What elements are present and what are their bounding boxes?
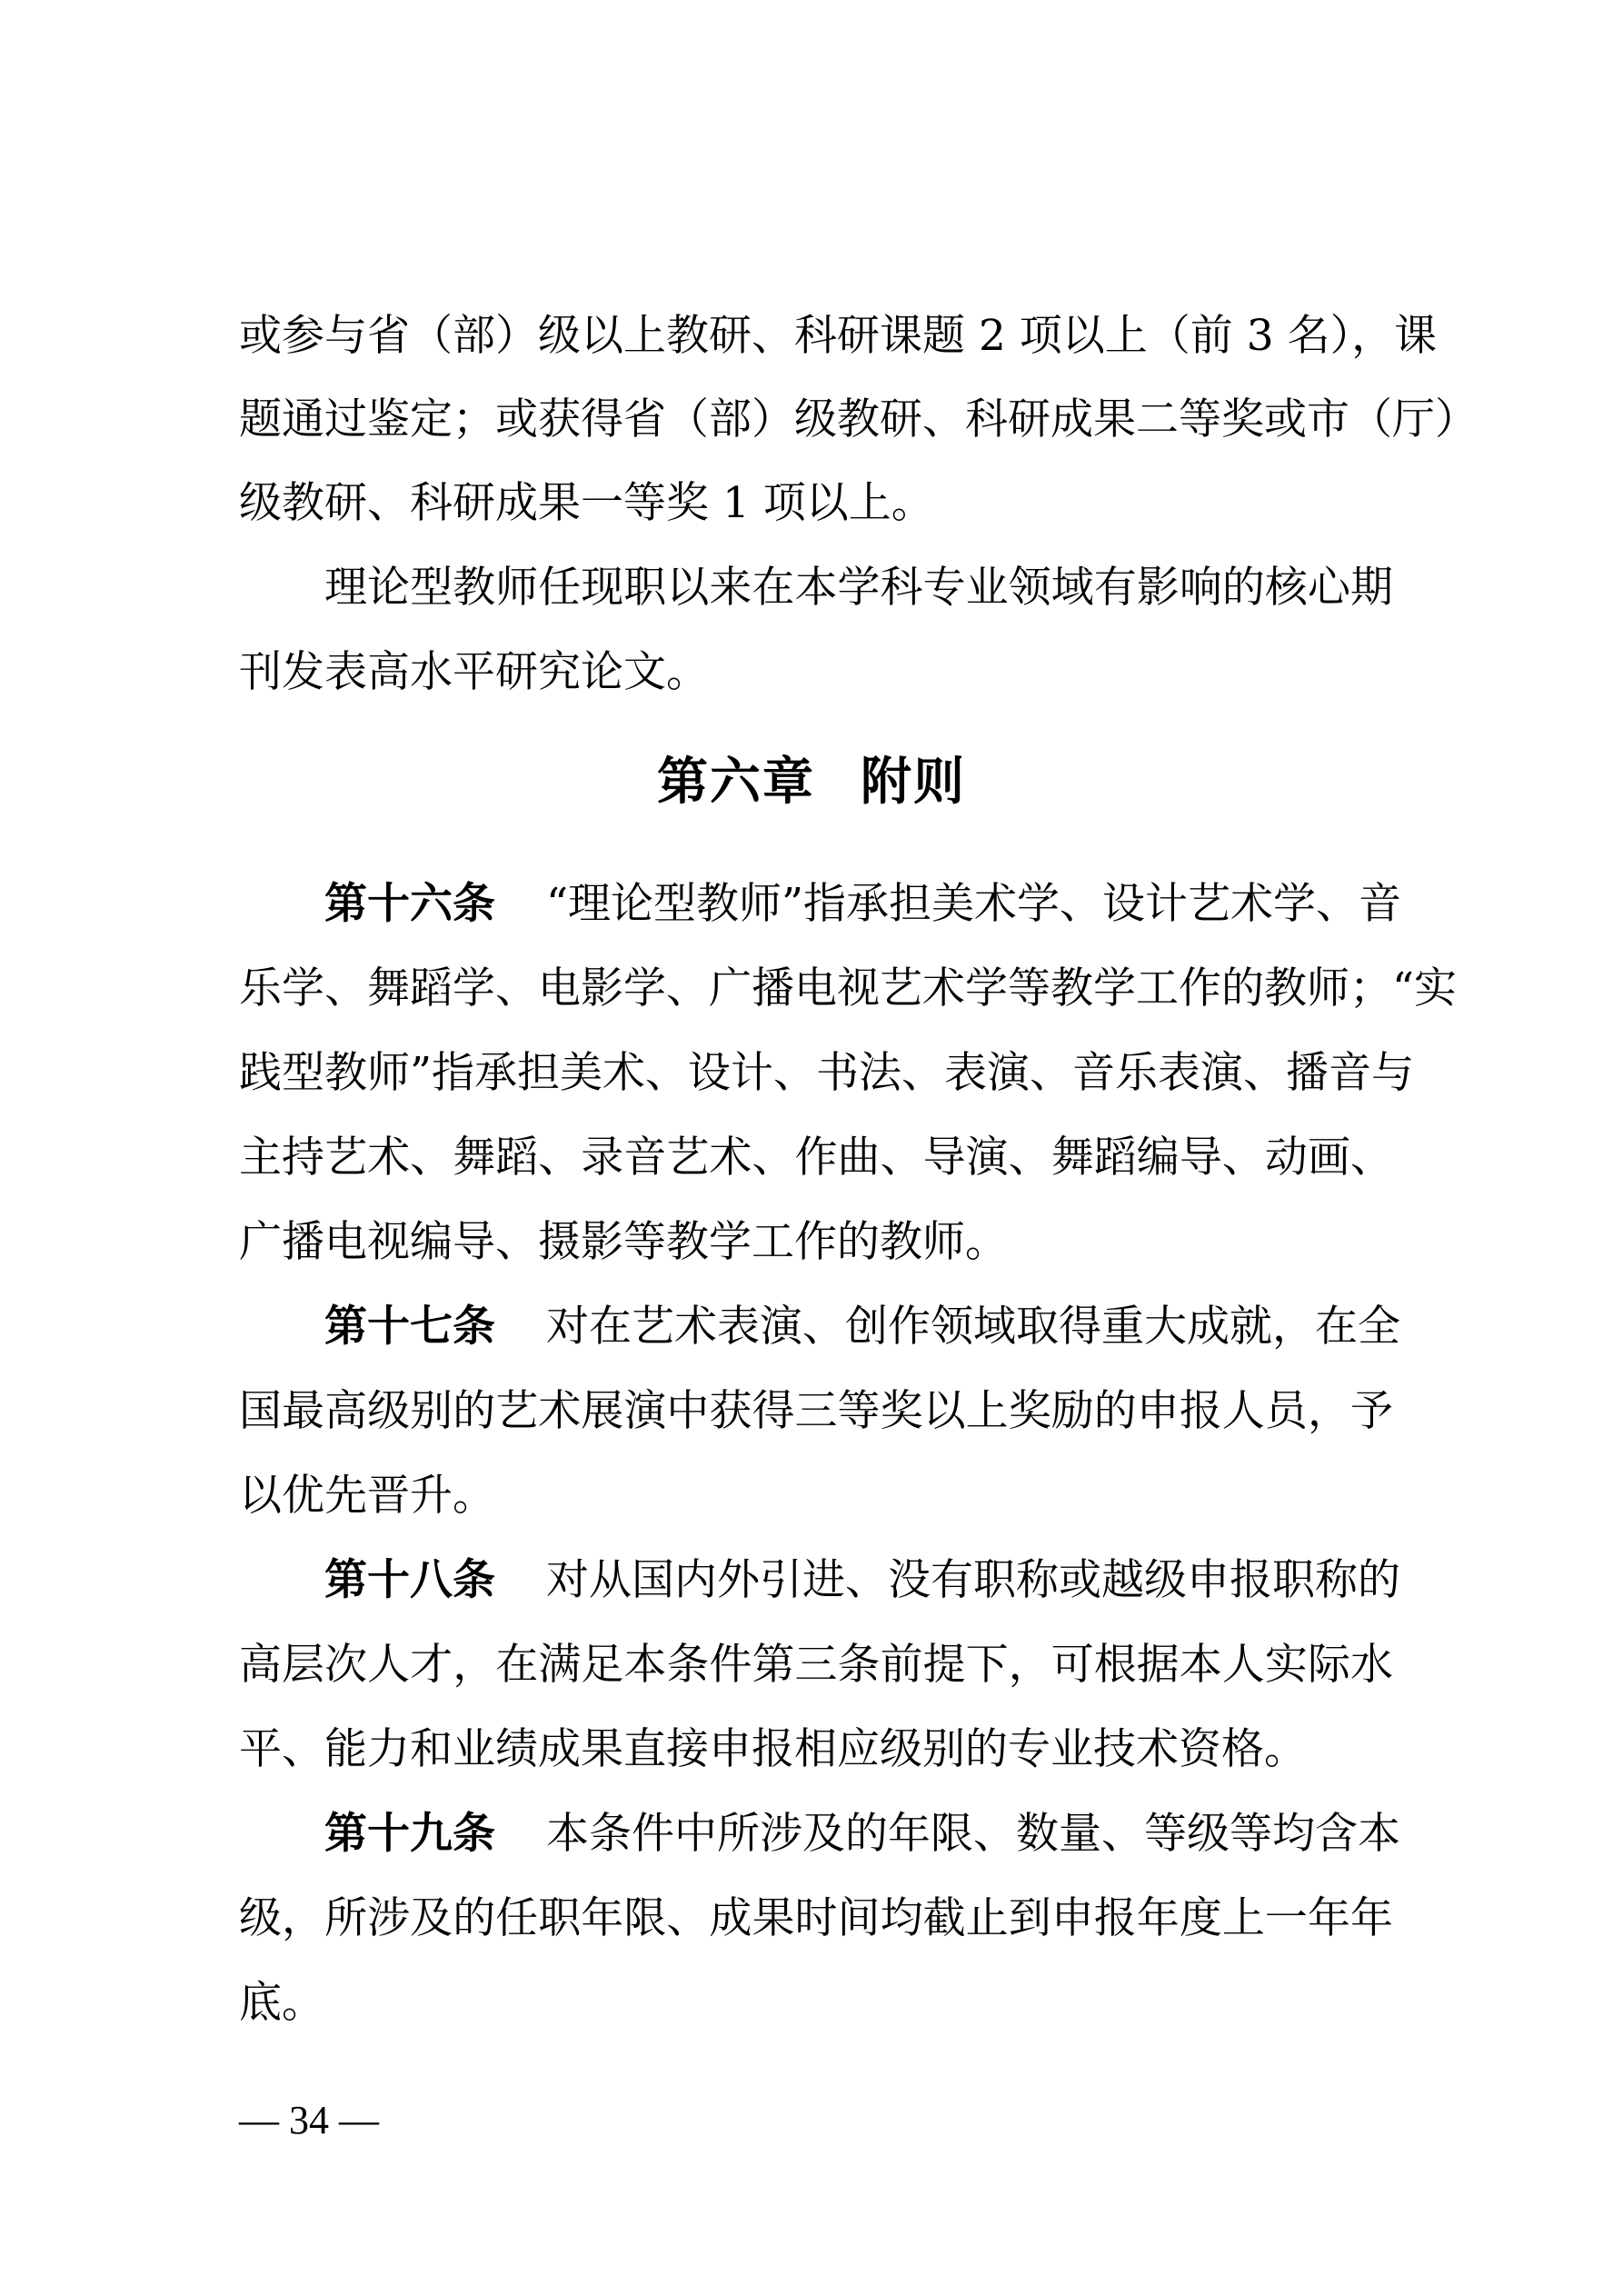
page-number: — 34 — xyxy=(239,2098,379,2142)
chapter-number: 第六章 xyxy=(657,752,815,812)
article-17-line-2: 国最高级别的艺术展演中获得三等奖以上奖励的申报人员，予 xyxy=(239,1386,1393,1436)
continuation-line-3: 级教研、科研成果一等奖 1 项以上。 xyxy=(239,478,934,528)
article-18-line-1 xyxy=(324,1553,1400,1608)
chapter-heading xyxy=(0,750,1623,814)
chapter-title: 附则 xyxy=(861,752,966,812)
article-19-line-1 xyxy=(324,1807,1400,1862)
article-17-number: 第十七条 xyxy=(324,1302,495,1352)
article-16-text-1: “理论型教师”指承担美术学、设计艺术学、音 xyxy=(546,879,1402,929)
article-17-line-1 xyxy=(324,1300,1400,1354)
article-16-line-2: 乐学、舞蹈学、电影学、广播电视艺术学等教学工作的教师；“实 xyxy=(239,963,1458,1013)
article-16-line-3: 践型教师”指承担美术、设计、书法、表演、音乐表演、播音与 xyxy=(239,1048,1415,1098)
article-18-text-1: 对从国内外引进、没有职称或越级申报职称的 xyxy=(546,1555,1400,1605)
article-18-number: 第十八条 xyxy=(324,1555,495,1605)
article-19-line-2: 级，所涉及的任职年限、成果时间均截止到申报年度上一年年 xyxy=(239,1893,1393,1943)
article-18-line-2: 高层次人才，在满足本条件第三条前提下，可根据本人实际水 xyxy=(239,1640,1393,1690)
theory-paragraph-line-2: 刊发表高水平研究论文。 xyxy=(239,647,709,697)
article-17-line-3: 以优先晋升。 xyxy=(239,1471,495,1521)
article-16-line-4: 主持艺术、舞蹈、录音艺术、作曲、导演、舞蹈编导、动画、 xyxy=(239,1133,1393,1183)
article-16-line-1 xyxy=(324,877,1402,932)
article-18-line-3: 平、能力和业绩成果直接申报相应级别的专业技术资格。 xyxy=(239,1724,1307,1774)
continuation-line-1: 或参与省（部）级以上教研、科研课题 2 项以上（前 3 名），课 xyxy=(239,311,1438,361)
article-19-number: 第十九条 xyxy=(324,1809,495,1859)
article-16-number: 第十六条 xyxy=(324,879,495,929)
continuation-line-2: 题通过鉴定；或获得省（部）级教研、科研成果二等奖或市（厅） xyxy=(239,394,1478,444)
article-19-text-1: 本条件中所涉及的年限、数量、等级等均含本 xyxy=(546,1809,1400,1859)
theory-paragraph-line-1: 理论型教师任现职以来在本学科专业领域有影响的核心期 xyxy=(324,563,1393,613)
article-17-text-1: 对在艺术表演、创作领域取得重大成就，在全 xyxy=(546,1302,1400,1352)
article-16-line-5: 广播电视编导、摄影等教学工作的教师。 xyxy=(239,1217,1008,1267)
article-19-line-3: 底。 xyxy=(239,1978,324,2028)
